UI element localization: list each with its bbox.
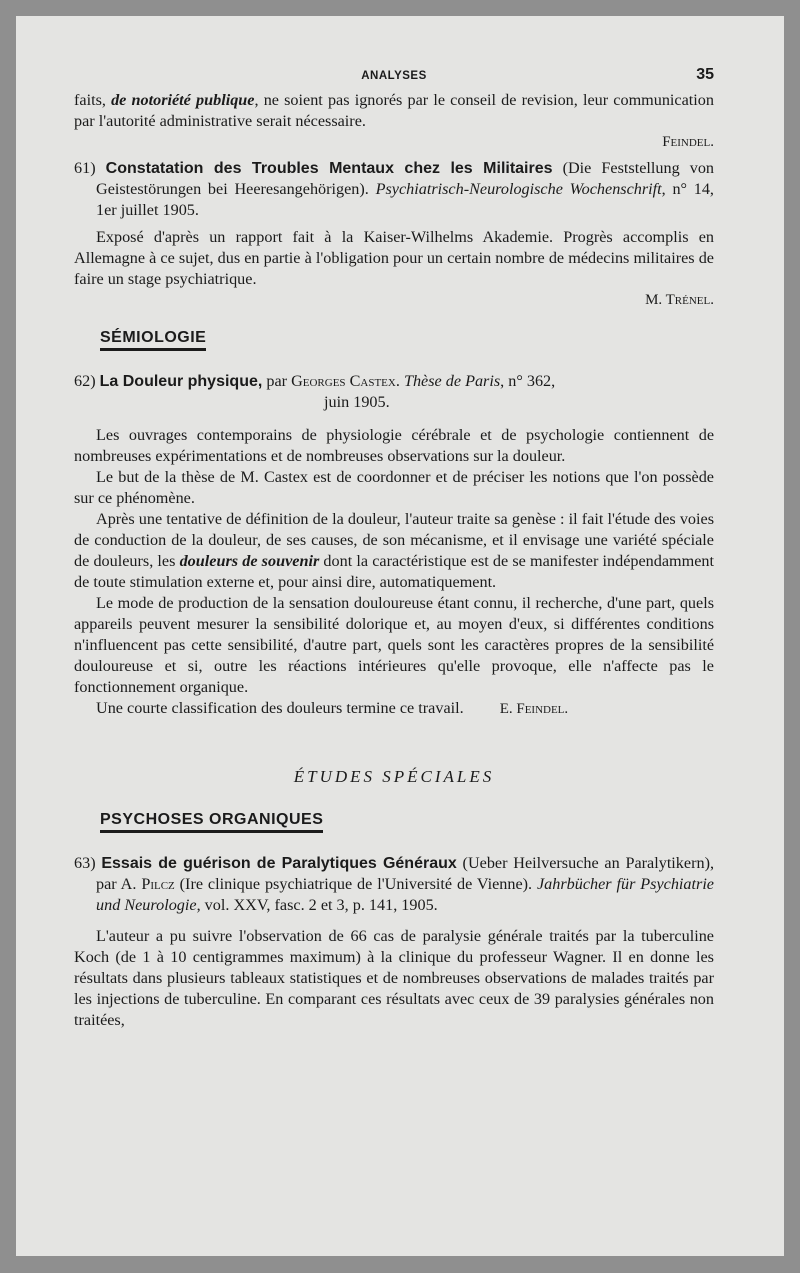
text-run: Une courte classification des douleurs termine ce travail.: [96, 699, 464, 717]
author-name: Georges Castex: [291, 372, 396, 390]
article-62-paragraph: [74, 698, 714, 720]
page-header: [74, 66, 714, 90]
article-number: 62): [74, 372, 100, 390]
article-63-paragraph: L'auteur a pu suivre l'observation de 66 cas de paralysie générale traités par la tuberculine Koch (de 1 à 10 centigrammes maximum) à la clinique du professeur Wagner. Il en donne les résultats dans plusieurs tableaux statistiques et de nombreuses observations de malades traités par les injections de tuberculine. En comparant ces résultats avec ceux de 39 paralysies générales non traitées,: [74, 927, 714, 1029]
continued-paragraph: [74, 90, 714, 132]
section-heading-semiologie: SÉMIOLOGIE: [100, 329, 206, 351]
text-run: dont la caractéristique est de se manifester indépendamment de toute stimulation externe et, pour ainsi dire, automatiquement.: [74, 552, 714, 591]
text-run: (Die Feststellung von Geistestörungen bei Heeresangehörigen).: [96, 159, 715, 198]
page-number: 35: [696, 66, 714, 83]
article-number: 61): [74, 159, 106, 177]
article-62-paragraph: Le mode de production de la sensation douloureuse étant connu, il recherche, d'une part, quels appareils peuvent mesurer la sensibilité dolorique et, au moyen d'eux, si différentes conditions n'influencent pas cette sensibilité, d'autre part, quels sont les caractères propres de la sensibilité douloureuse et si, outre les réactions intérieures qu'elle provoque, elle n'affecte pas le fonctionnement organique.: [74, 594, 714, 696]
section-heading-psychoses-organiques: PSYCHOSES ORGANIQUES: [100, 811, 323, 833]
article-61-heading: [74, 158, 714, 221]
author-name: Pilcz: [141, 875, 175, 893]
journal-name: Jahrbücher für Psychiatrie und Neurologie: [96, 875, 714, 914]
article-62-date: juin 1905.: [324, 393, 390, 411]
article-title: Constatation des Troubles Mentaux chez les Militaires: [105, 160, 553, 177]
emphasis-text: de notoriété publique: [111, 91, 255, 109]
signature: Feindel.: [662, 134, 714, 150]
text-run: .: [395, 372, 404, 390]
article-62-heading: [74, 371, 714, 392]
text-run: (Ire clinique psychiatrique de l'Université de Vienne).: [174, 875, 537, 893]
section-heading-wrapper: [74, 811, 714, 833]
article-62-paragraph: [74, 509, 714, 593]
article-title: Essais de guérison de Paralytiques Généraux: [101, 855, 457, 872]
center-heading-etudes-speciales: ÉTUDES SPÉCIALES: [293, 767, 495, 786]
text-run: par: [262, 372, 292, 390]
text-run: , vol. XXV, fasc. 2 et 3, p. 141, 1905.: [196, 896, 438, 914]
article-61-body: Exposé d'après un rapport fait à la Kaiser-Wilhelms Akademie. Progrès accomplis en Allemagne à ce sujet, dus en partie à l'obligation pour un certain nombre de médecins militaires de faire un stage psychiatrique.: [74, 228, 714, 288]
emphasis-text: douleurs de souvenir: [179, 552, 320, 570]
article-63-heading: [74, 853, 714, 916]
article-title: La Douleur physique,: [99, 373, 263, 390]
text-run: , n° 362,: [500, 372, 556, 390]
article-62-paragraph: Le but de la thèse de M. Castex est de coordonner et de préciser les notions que l'on possède sur ce phénomène.: [74, 468, 714, 507]
text-run: faits,: [74, 91, 112, 109]
journal-name: Psychiatrisch-Neurologische Wochenschrift: [375, 180, 662, 198]
text-run: , n° 14, 1er juillet 1905.: [96, 180, 714, 219]
page: [16, 16, 784, 1256]
text-run: Après une tentative de définition de la douleur, l'auteur traite sa genèse : il fait l'étude des voies de conduction de la douleur, de ses causes, de son mécanisme, et il envisage une variété spéciale de douleurs, les: [74, 510, 714, 570]
article-62-paragraph: Les ouvrages contemporains de physiologie cérébrale et de psychologie contiennent de nombreuses expérimentations et de nombreuses observations sur la douleur.: [74, 426, 714, 465]
running-head: ANALYSES: [361, 70, 427, 82]
journal-name: Thèse de Paris: [403, 372, 501, 390]
section-heading-wrapper: [74, 329, 714, 351]
signature: E. Feindel.: [499, 701, 569, 717]
text-run: (Ueber Heilversuche an Paralytikern), par A.: [96, 854, 715, 893]
article-number: 63): [74, 854, 102, 872]
signature: M. Trénel.: [645, 292, 714, 308]
text-run: , ne soient pas ignorés par le conseil de revision, leur communication par l'autorité administrative serait nécessaire.: [74, 91, 714, 130]
page-content: [74, 66, 714, 1031]
